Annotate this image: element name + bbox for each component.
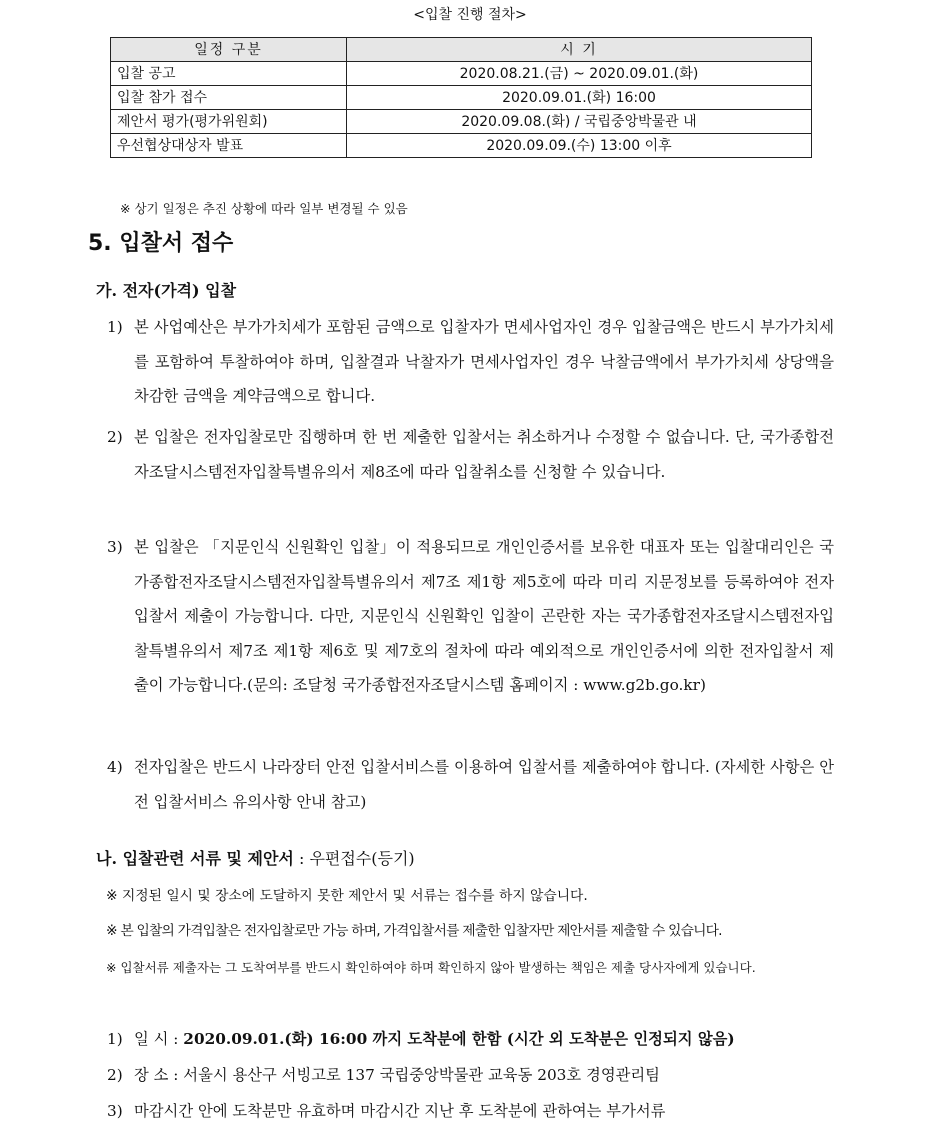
schedule-header-row — [111, 38, 812, 62]
item-text: 2020.09.01.(화) 16:00 까지 도착분에 한함 (시간 외 도착분은 인정되지 않음) — [183, 1030, 735, 1048]
row-label: 입찰 참가 접수 — [111, 86, 347, 110]
header-period: 시 기 — [347, 38, 812, 62]
row-period: 2020.08.21.(금) ~ 2020.09.01.(화) — [347, 62, 812, 86]
schedule-note: ※ 상기 일정은 추진 상황에 따라 일부 변경될 수 있음 — [120, 201, 408, 216]
schedule-table — [110, 37, 812, 158]
item-text: 전자입찰은 반드시 나라장터 안전 입찰서비스를 이용하여 입찰서를 제출하여야 합니다. (자세한 사항은 안전 입찰서비스 유의사항 안내 참고) — [134, 758, 834, 811]
section-heading: 5. 입찰서 접수 — [88, 231, 234, 256]
subsection-a-title: 가. 전자(가격) 입찰 — [96, 281, 237, 300]
item-text: 마감시간 안에 도착분만 유효하며 마감시간 지난 후 도착분에 관하여는 부가서류 — [134, 1102, 666, 1120]
row-label: 제안서 평가(평가위원회) — [111, 110, 347, 134]
table-row — [111, 86, 812, 110]
item-number: 1) — [107, 318, 123, 336]
item-number: 2) — [107, 1066, 123, 1084]
item-text: 본 입찰은 전자입찰로만 집행하며 한 번 제출한 입찰서는 취소하거나 수정할 수 없습니다. 단, 국가종합전자조달시스템전자입찰특별유의서 제8조에 따라 입찰취소를 신청할 수 있습니다. — [134, 428, 834, 481]
row-period: 2020.09.09.(수) 13:00 이후 — [347, 134, 812, 158]
note-1: ※ 지정된 일시 및 장소에 도달하지 못한 제안서 및 서류는 접수를 하지 않습니다. — [106, 888, 588, 904]
item-number: 1) — [107, 1030, 123, 1048]
subsection-b-title-line — [96, 846, 415, 869]
row-period: 2020.09.08.(화) / 국립중앙박물관 내 — [347, 110, 812, 134]
item-label: 장 소 : — [134, 1066, 184, 1084]
item-number: 3) — [107, 538, 123, 556]
item-text: 본 입찰은 「지문인식 신원확인 입찰」이 적용되므로 개인인증서를 보유한 대표자 또는 입찰대리인은 국가종합전자조달시스템전자입찰특별유의서 제7조 제1항 제5호에 따라 미리 지문정보를 등록하여야 전자입찰서 제출이 가능합니다. 다만, 지문인식 신원확인 입찰이 곤란한 자는 국가종합전자조달시스템전자입찰특별유의서 제7조 제1항 제6호 및 제7호의 절차에 따라 예외적으로 개인인증서에 의한 전자입찰서 제출이 가능합니다.(문의: 조달청 국가종합전자조달시스템 홈페이지 : www.g2b.go.kr) — [134, 538, 834, 694]
header-category: 일정 구분 — [111, 38, 347, 62]
note-2: ※ 본 입찰의 가격입찰은 전자입찰로만 가능 하며, 가격입찰서를 제출한 입찰자만 제안서를 제출할 수 있습니다. — [106, 923, 722, 939]
table-row — [111, 62, 812, 86]
item-number: 4) — [107, 758, 123, 776]
table-row — [111, 134, 812, 158]
item-number: 3) — [107, 1102, 123, 1120]
subsection-b-suffix: : 우편접수(등기) — [293, 849, 415, 868]
row-period: 2020.09.01.(화) 16:00 — [347, 86, 812, 110]
table-row — [111, 110, 812, 134]
subsection-b-title: 나. 입찰관련 서류 및 제안서 — [96, 849, 294, 868]
note-3: ※ 입찰서류 제출자는 그 도착여부를 반드시 확인하여야 하며 확인하지 않아 발생하는 책임은 제출 당사자에게 있습니다. — [106, 960, 756, 975]
row-label: 입찰 공고 — [111, 62, 347, 86]
item-number: 2) — [107, 428, 123, 446]
item-label: 일 시 : — [134, 1030, 184, 1048]
item-text: 본 사업예산은 부가가치세가 포함된 금액으로 입찰자가 면세사업자인 경우 입찰금액은 반드시 부가가치세를 포함하여 투찰하여야 하며, 입찰결과 낙찰자가 면세사업자인 경우 낙찰금액에서 부가가치세 상당액을 차감한 금액을 계약금액으로 합니다. — [134, 318, 834, 405]
item-text: 서울시 용산구 서빙고로 137 국립중앙박물관 교육동 203호 경영관리팀 — [183, 1066, 660, 1084]
row-label: 우선협상대상자 발표 — [111, 134, 347, 158]
schedule-caption: <입찰 진행 절차> — [413, 7, 527, 23]
